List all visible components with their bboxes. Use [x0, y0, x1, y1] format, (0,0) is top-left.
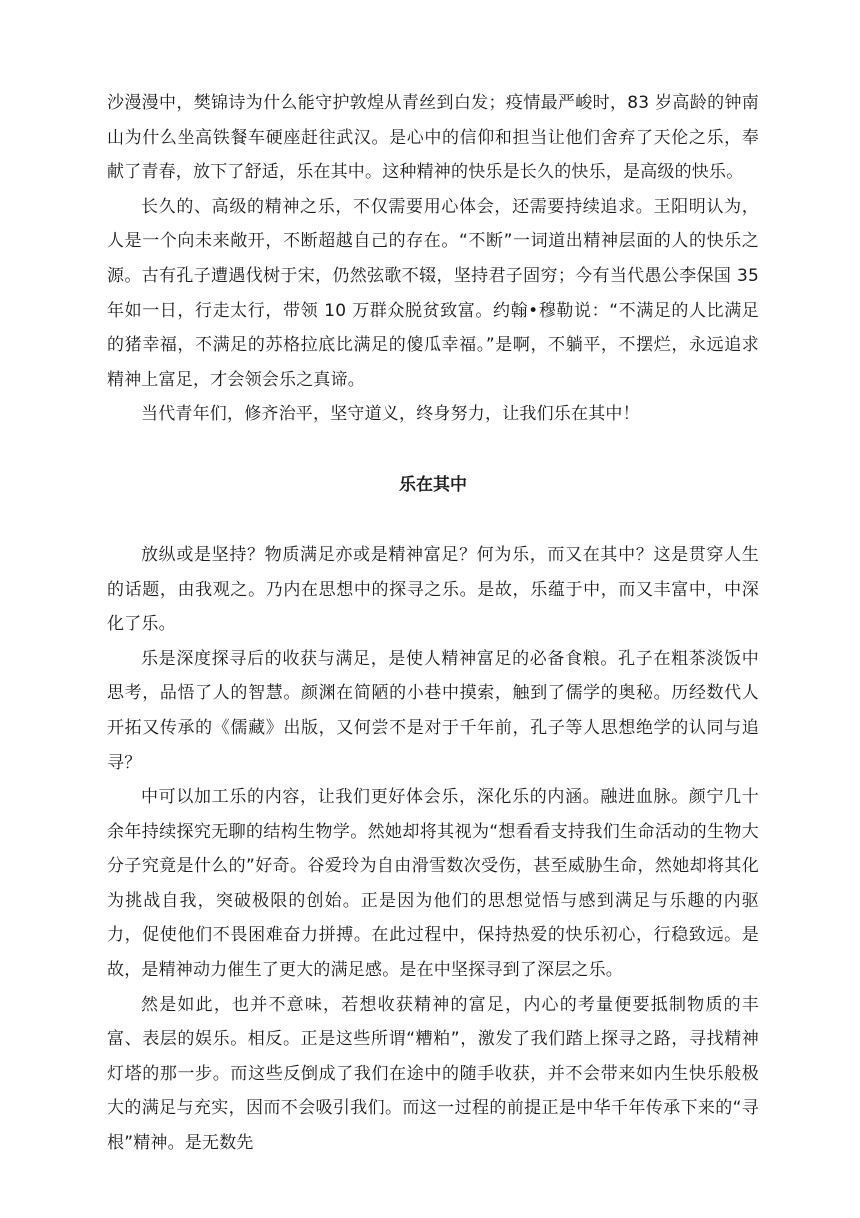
spacer — [107, 432, 759, 468]
paragraph: 中可以加工乐的内容，让我们更好体会乐，深化乐的内涵。融进血脉。颜宁几十余年持续探究无聊的结构生物学。然她却将其视为“想看看支持我们生命活动的生物大分子究竟是什么的”好奇。谷爱玲为自由滑雪数次受伤，甚至威胁生命，然她却将其化为挑战自我，突破极限的创始。正是因为他们的思想觉悟与感到满足与乐趣的内驱力，促使他们不畏困难奋力拼搏。在此过程中，保持热爱的快乐初心，行稳致远。是故，是精神动力催生了更大的满足感。是在中坚探寻到了深层之乐。 — [107, 787, 759, 981]
document-page — [107, 86, 759, 1161]
paragraph-continued: 沙漫漫中，樊锦诗为什么能守护敦煌从青丝到白发；疫情最严峻时，83 岁高龄的钟南山为什么坐高铁餐车硬座赶往武汉。是心中的信仰和担当让他们舍弃了天伦之乐，奉献了青春，放下了舒适，乐在其中。这种精神的快乐是长久的快乐，是高级的快乐。 — [107, 93, 759, 183]
paragraph: 长久的、高级的精神之乐，不仅需要用心体会，还需要持续追求。王阳明认为，人是一个向未来敞开，不断超越自己的存在。“不断”一词道出精神层面的人的快乐之源。古有孔子遭遇伐树于宋，仍然弦歌不辍，坚持君子固穷；今有当代愚公李保国 35 年如一日，行走太行，带领 10 万群众脱贫致富。约翰•穆勒说：“不满足的人比满足的猪幸福，不满足的苏格拉底比满足的傻瓜幸福。”是啊，不躺平，不摆烂，永远追求精神上富足，才会领会乐之真谛。 — [107, 196, 759, 390]
essay-title: 乐在其中 — [399, 474, 467, 495]
paragraph: 乐是深度探寻后的收获与满足，是使人精神富足的必备食粮。孔子在粗茶淡饭中思考，品悟了人的智慧。颜渊在简陋的小巷中摸索，触到了儒学的奥秘。历经数代人开拓又传承的《儒藏》出版，又何尝不是对于千年前，孔子等人思想绝学的认同与追寻？ — [107, 648, 759, 773]
spacer — [107, 502, 759, 538]
paragraph: 放纵或是坚持？物质满足亦或是精神富足？何为乐，而又在其中？这是贯穿人生的话题，由我观之。乃内在思想中的探寻之乐。是故，乐蕴于中，而又丰富中，中深化了乐。 — [107, 544, 759, 635]
paragraph: 当代青年们，修齐治平，坚守道义，终身努力，让我们乐在其中！ — [141, 404, 640, 425]
paragraph: 然是如此，也并不意味，若想收获精神的富足，内心的考量便要抵制物质的丰富、表层的娱乐。相反。正是这些所谓“糟粕”，激发了我们踏上探寻之路，寻找精神灯塔的那一步。而这些反倒成了我们在途中的随手收获，并不会带来如内生快乐般极大的满足与充实，因而不会吸引我们。而这一过程的前提正是中华千年传承下来的“寻根”精神。是无数先 — [107, 994, 759, 1154]
